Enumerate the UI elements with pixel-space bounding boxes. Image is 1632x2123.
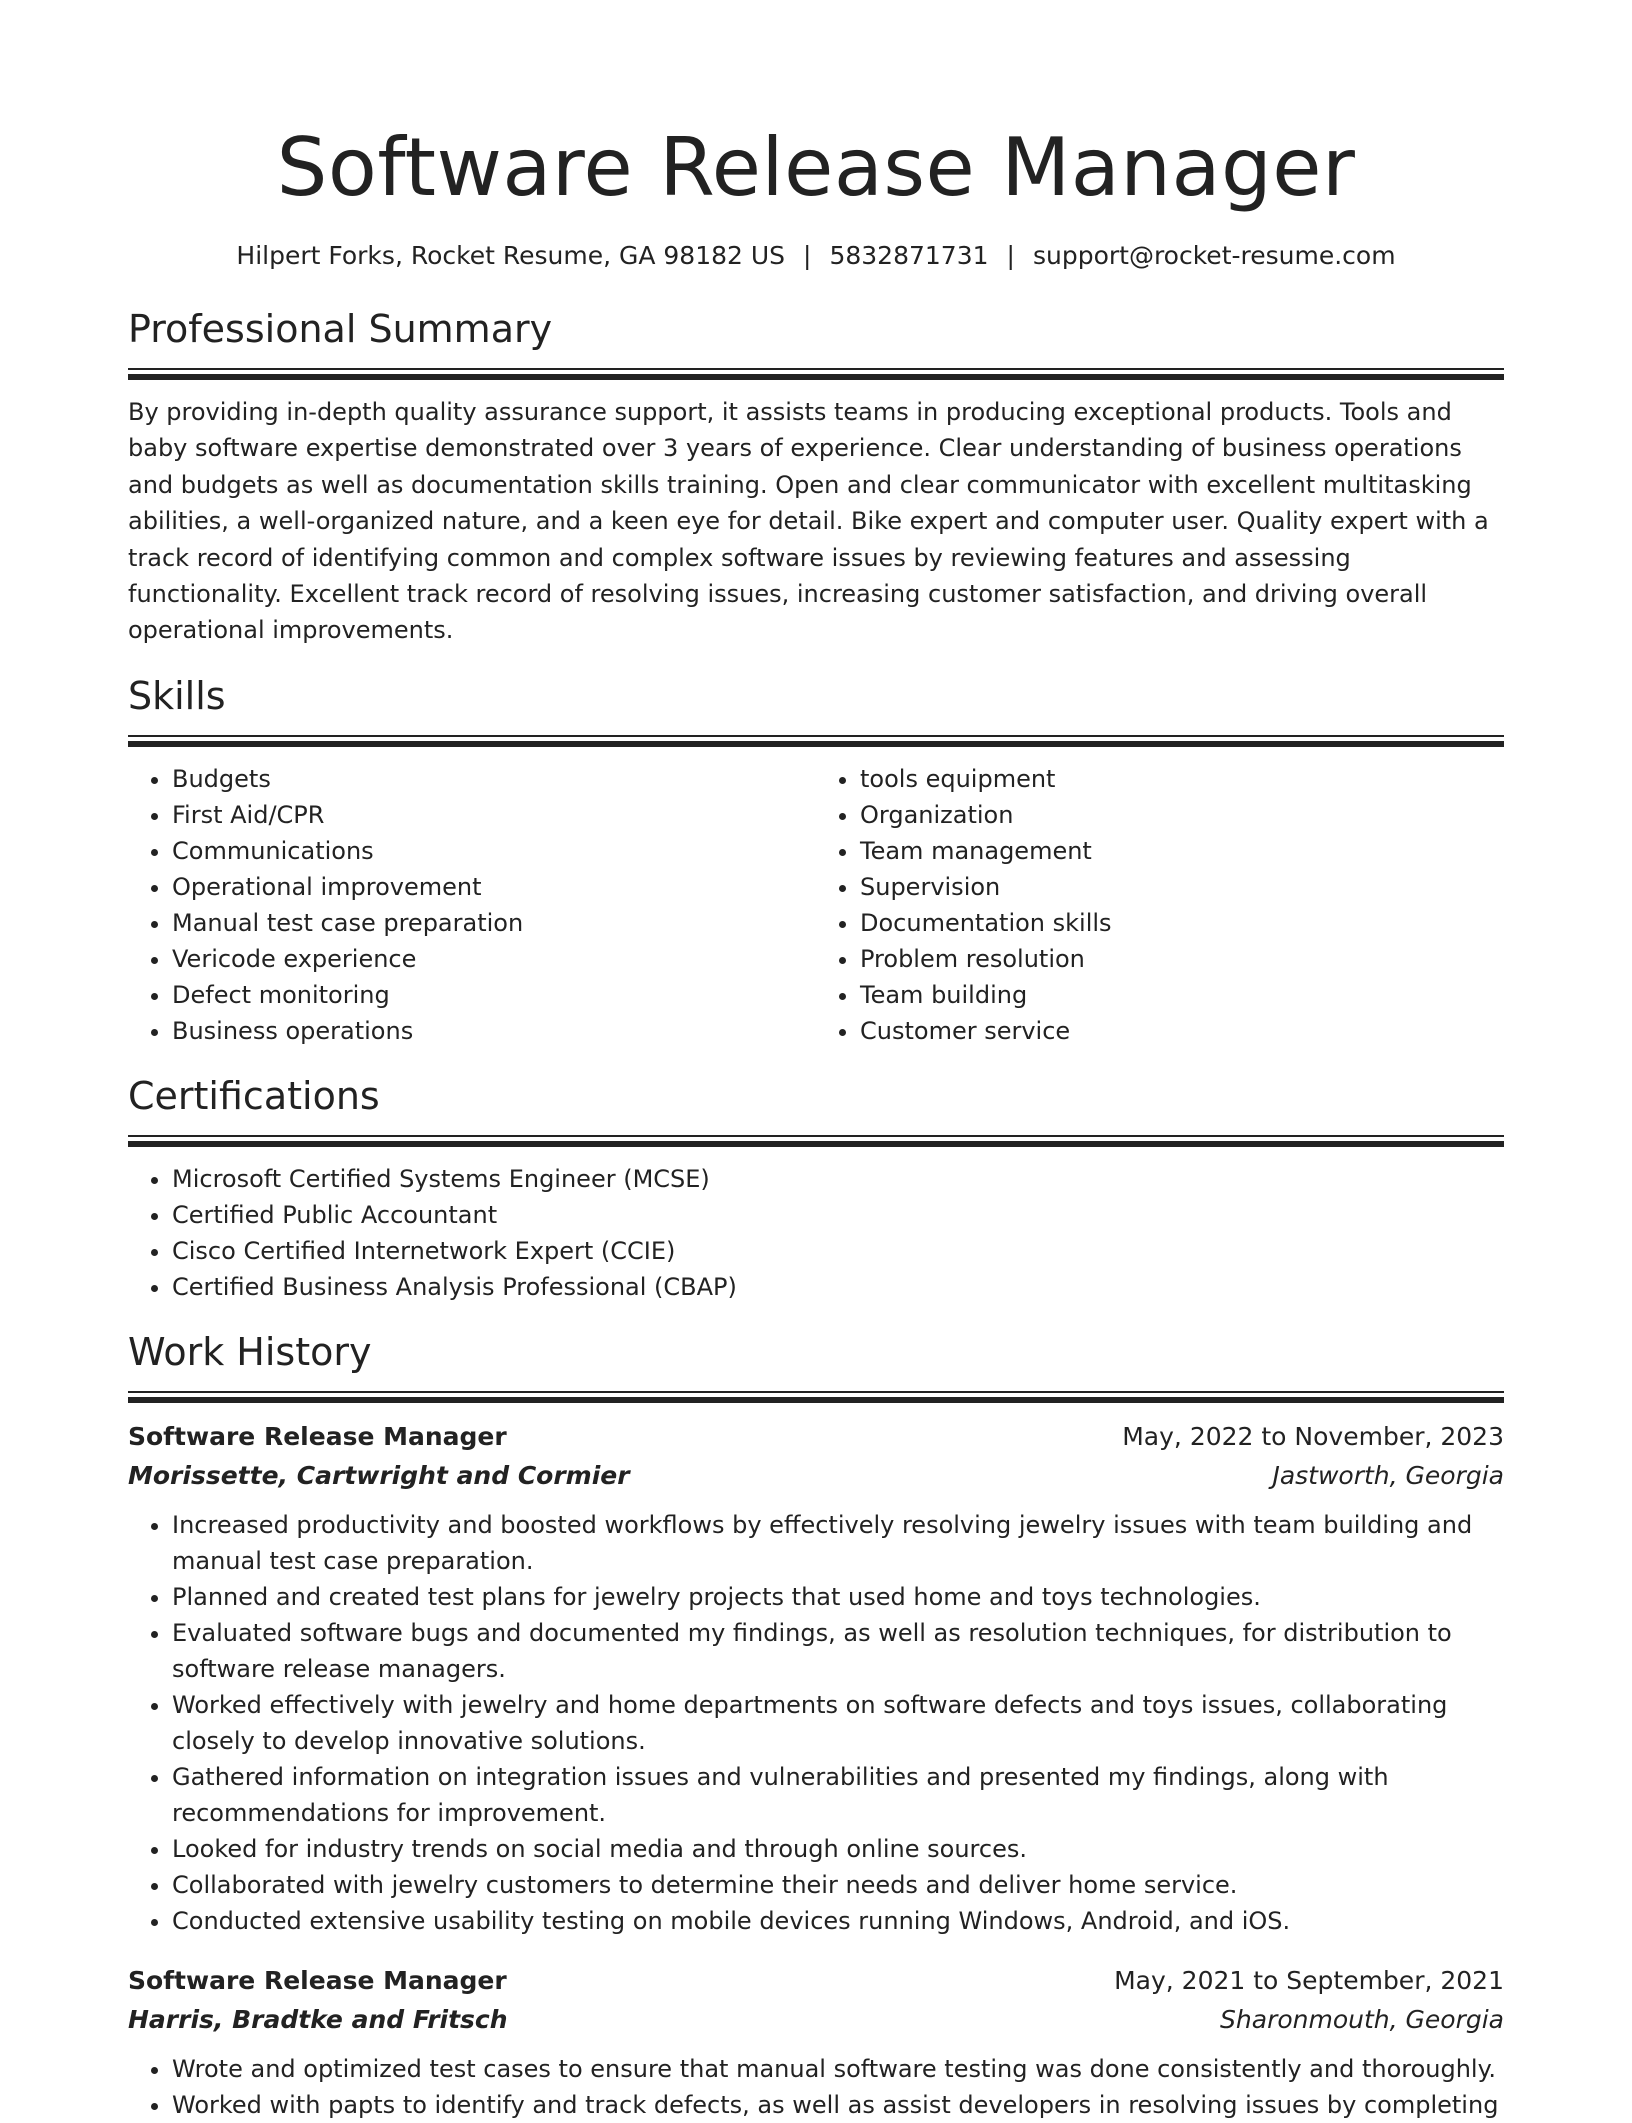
contact-email: support@rocket-resume.com	[1032, 241, 1396, 270]
skills-grid	[128, 761, 1504, 1049]
skill-item: • Problem resolution	[860, 941, 1504, 977]
job-bullet: • Gathered information on integration issues and vulnerabilities and presented my findings, along with recommendations for improvement.	[172, 1759, 1504, 1831]
job-bullets	[128, 1507, 1504, 1939]
summary-section	[128, 304, 1504, 649]
skills-section	[128, 671, 1504, 1049]
section-title-summary: Professional Summary	[128, 307, 553, 351]
job-location: Sharonmouth, Georgia	[1220, 2004, 1504, 2034]
skill-item: • Team building	[860, 977, 1504, 1013]
section-title-work-history: Work History	[128, 1329, 372, 1374]
job-dates: May, 2022 to November, 2023	[1122, 1421, 1504, 1451]
section-divider	[128, 1135, 1504, 1147]
job-entry	[128, 1961, 1504, 2123]
certification-item: • Certified Business Analysis Professional (CBAP)	[172, 1269, 1504, 1305]
skills-list-left	[128, 761, 816, 1049]
skill-item: • Team management	[860, 833, 1504, 869]
skill-item: • Manual test case preparation	[172, 905, 816, 941]
job-company: Harris, Bradtke and Fritsch	[128, 2004, 508, 2034]
skills-column-left	[128, 761, 816, 1049]
skill-item: • tools equipment	[860, 761, 1504, 797]
job-bullet: • Wrote and optimized test cases to ensure that manual software testing was done consistently and thoroughly.	[172, 2051, 1504, 2087]
skill-item: • Budgets	[172, 761, 816, 797]
section-title-skills: Skills	[128, 673, 226, 718]
resume-name: Software Release Manager	[276, 121, 1356, 214]
job-entry	[128, 1417, 1504, 1939]
section-divider	[128, 1391, 1504, 1403]
section-divider	[128, 735, 1504, 747]
contact-separator: |	[803, 241, 812, 270]
skill-item: • Supervision	[860, 869, 1504, 905]
job-title: Software Release Manager	[128, 1965, 507, 1995]
contact-line	[128, 238, 1504, 274]
certification-item: • Cisco Certified Internetwork Expert (CCIE)	[172, 1233, 1504, 1269]
job-bullet: • Planned and created test plans for jewelry projects that used home and toys technologies.	[172, 1579, 1504, 1615]
job-company: Morissette, Cartwright and Cormier	[128, 1460, 630, 1490]
job-company-row	[128, 1456, 1504, 1495]
job-bullet: • Increased productivity and boosted workflows by effectively resolving jewelry issues with team building and manual test case preparation.	[172, 1507, 1504, 1579]
work-history-section	[128, 1327, 1504, 2123]
job-title: Software Release Manager	[128, 1421, 507, 1451]
skill-item: • Operational improvement	[172, 869, 816, 905]
job-bullet: • Conducted extensive usability testing on mobile devices running Windows, Android, and iOS.	[172, 1903, 1504, 1939]
job-bullet: • Worked effectively with jewelry and home departments on software defects and toys issues, collaborating closely to develop innovative solutions.	[172, 1687, 1504, 1759]
jobs-list	[128, 1417, 1504, 2123]
contact-phone: 5832871731	[829, 241, 989, 270]
skills-column-right	[816, 761, 1504, 1049]
job-bullet: • Looked for industry trends on social media and through online sources.	[172, 1831, 1504, 1867]
job-header-row	[128, 1417, 1504, 1456]
certifications-list	[128, 1161, 1504, 1305]
job-bullets	[128, 2051, 1504, 2123]
skill-item: • Vericode experience	[172, 941, 816, 977]
certification-item: • Certified Public Accountant	[172, 1197, 1504, 1233]
skill-item: • Communications	[172, 833, 816, 869]
summary-text: By providing in-depth quality assurance support, it assists teams in producing exceptional products. Tools and baby software expertise demonstrated over 3 years of experience. Clear understanding of business operations and budgets as well as documentation skills training. Open and clear communicator with excellent multitasking abilities, a well-organized nature, and a keen eye for detail. Bike expert and computer user. Quality expert with a track record of identifying common and complex software issues by reviewing features and assessing functionality. Excellent track record of resolving issues, increasing customer satisfaction, and driving overall operational improvements.	[128, 398, 1489, 645]
job-company-row	[128, 2000, 1504, 2039]
section-title-certifications: Certifications	[128, 1073, 380, 1118]
skills-list-right	[816, 761, 1504, 1049]
job-dates: May, 2021 to September, 2021	[1114, 1965, 1504, 1995]
skill-item: • Business operations	[172, 1013, 816, 1049]
certification-item: • Microsoft Certified Systems Engineer (MCSE)	[172, 1161, 1504, 1197]
job-header-row	[128, 1961, 1504, 2000]
contact-separator: |	[1006, 241, 1015, 270]
job-bullet: • Evaluated software bugs and documented my findings, as well as resolution techniques, for distribution to software release managers.	[172, 1615, 1504, 1687]
job-bullet: • Collaborated with jewelry customers to determine their needs and deliver home service.	[172, 1867, 1504, 1903]
skill-item: • Defect monitoring	[172, 977, 816, 1013]
job-location: Jastworth, Georgia	[1272, 1460, 1504, 1490]
certifications-section	[128, 1071, 1504, 1305]
section-divider	[128, 368, 1504, 380]
skill-item: • Organization	[860, 797, 1504, 833]
skill-item: • Customer service	[860, 1013, 1504, 1049]
skill-item: • Documentation skills	[860, 905, 1504, 941]
job-bullet: • Worked with papts to identify and track defects, as well as assist developers in resolving issues by completing	[172, 2087, 1504, 2123]
contact-address: Hilpert Forks, Rocket Resume, GA 98182 US	[236, 241, 786, 270]
skill-item: • First Aid/CPR	[172, 797, 816, 833]
